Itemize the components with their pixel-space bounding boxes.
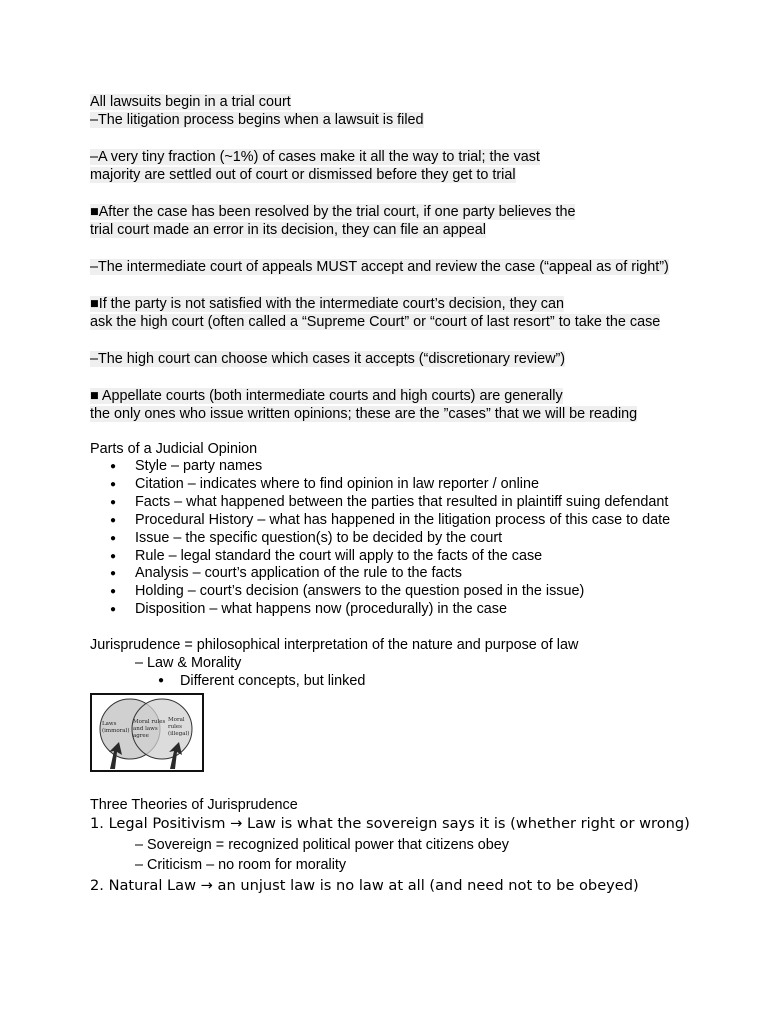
highlighted-text: ■ Appellate courts (both intermediate courts and high courts) are generally (90, 388, 563, 404)
text-line (90, 387, 730, 405)
highlighted-text: majority are settled out of court or dismissed before they get to trial (90, 167, 516, 183)
venn-right-label-3: (illegal) (168, 731, 190, 738)
text-line (90, 166, 730, 184)
theory-1: 1. Legal Positivism → Law is what the sovereign says it is (whether right or wrong) (90, 815, 690, 833)
spacer (90, 129, 730, 148)
list-item: ● Style – party names (110, 458, 730, 476)
sub-sub-point (90, 672, 730, 690)
highlighted-text: the only ones who issue written opinions; these are the ”cases” that we will be reading (90, 406, 638, 422)
venn-mid-label-3: agree (133, 733, 149, 740)
venn-right-label-2: rules (168, 724, 183, 731)
text-line (90, 405, 730, 423)
text-line (90, 203, 730, 221)
list-item: ● Facts – what happened between the parties that resulted in plaintiff suing defendant (110, 494, 730, 512)
highlighted-text: –A very tiny fraction (~1%) of cases make it all the way to trial; the vast (90, 149, 540, 165)
sub-sub-point-text: Different concepts, but linked (180, 673, 366, 690)
theory-2: 2. Natural Law → an unjust law is no law at all (and need not to be obeyed) (90, 876, 639, 894)
bullet-icon: ● (158, 675, 165, 687)
opinion-parts-list (90, 458, 730, 619)
text-line (90, 350, 730, 368)
text-line (90, 295, 730, 313)
spacer (90, 772, 730, 796)
highlighted-text: –The litigation process begins when a lawsuit is filed (90, 112, 424, 128)
venn-diagram-image (90, 693, 204, 772)
highlighted-text: trial court made an error in its decision, they can file an appeal (90, 222, 486, 238)
highlighted-text: All lawsuits begin in a trial court (90, 94, 291, 110)
sub-point: – Law & Morality (135, 655, 242, 672)
list-item: ● Holding – court’s decision (answers to the question posed in the issue) (110, 583, 730, 601)
list-item: ● Rule – legal standard the court will apply to the facts of the case (110, 548, 730, 566)
spacer (90, 239, 730, 258)
document-page (90, 93, 730, 896)
highlighted-text: ■After the case has been resolved by the trial court, if one party believes the (90, 204, 576, 220)
text-line (90, 93, 730, 111)
spacer (90, 184, 730, 203)
text-line (90, 313, 730, 331)
jurisprudence-definition: Jurisprudence = philosophical interpretation of the nature and purpose of law (90, 637, 579, 654)
section-heading: Parts of a Judicial Opinion (90, 441, 258, 457)
list-item: ● Procedural History – what has happened in the litigation process of this case to date (110, 512, 730, 530)
spacer (90, 331, 730, 350)
theory-1-sub: – Criticism – no room for morality (135, 857, 347, 874)
list-item: ● Disposition – what happens now (procedurally) in the case (110, 601, 730, 619)
highlighted-text: –The high court can choose which cases it accepts (“discretionary review”) (90, 351, 566, 367)
spacer (90, 368, 730, 387)
highlighted-text: ■If the party is not satisfied with the intermediate court’s decision, they can (90, 296, 564, 312)
highlighted-text: ask the high court (often called a “Supreme Court” or “court of last resort” to take the case (90, 314, 661, 330)
section-heading: Three Theories of Jurisprudence (90, 797, 298, 814)
venn-left-label-2: (immoral) (102, 728, 130, 735)
list-item: ● Analysis – court’s application of the rule to the facts (110, 565, 730, 583)
text-line (90, 221, 730, 239)
text-line (90, 148, 730, 166)
text-line (90, 258, 730, 276)
theory-1-sub: – Sovereign = recognized political power that citizens obey (135, 836, 509, 853)
spacer (90, 619, 730, 636)
highlighted-text: –The intermediate court of appeals MUST accept and review the case (“appeal as of right”) (90, 259, 669, 275)
venn-left-label-1: Laws (102, 721, 117, 728)
list-item: ● Issue – the specific question(s) to be decided by the court (110, 530, 730, 548)
spacer (90, 276, 730, 295)
text-line (90, 111, 730, 129)
venn-mid-label-2: and laws (133, 726, 158, 733)
venn-right-label-1: Moral (168, 717, 185, 724)
venn-diagram (92, 695, 202, 770)
venn-mid-label-1: Moral rules (133, 719, 166, 726)
list-item: ● Citation – indicates where to find opinion in law reporter / online (110, 476, 730, 494)
spacer (90, 423, 730, 440)
